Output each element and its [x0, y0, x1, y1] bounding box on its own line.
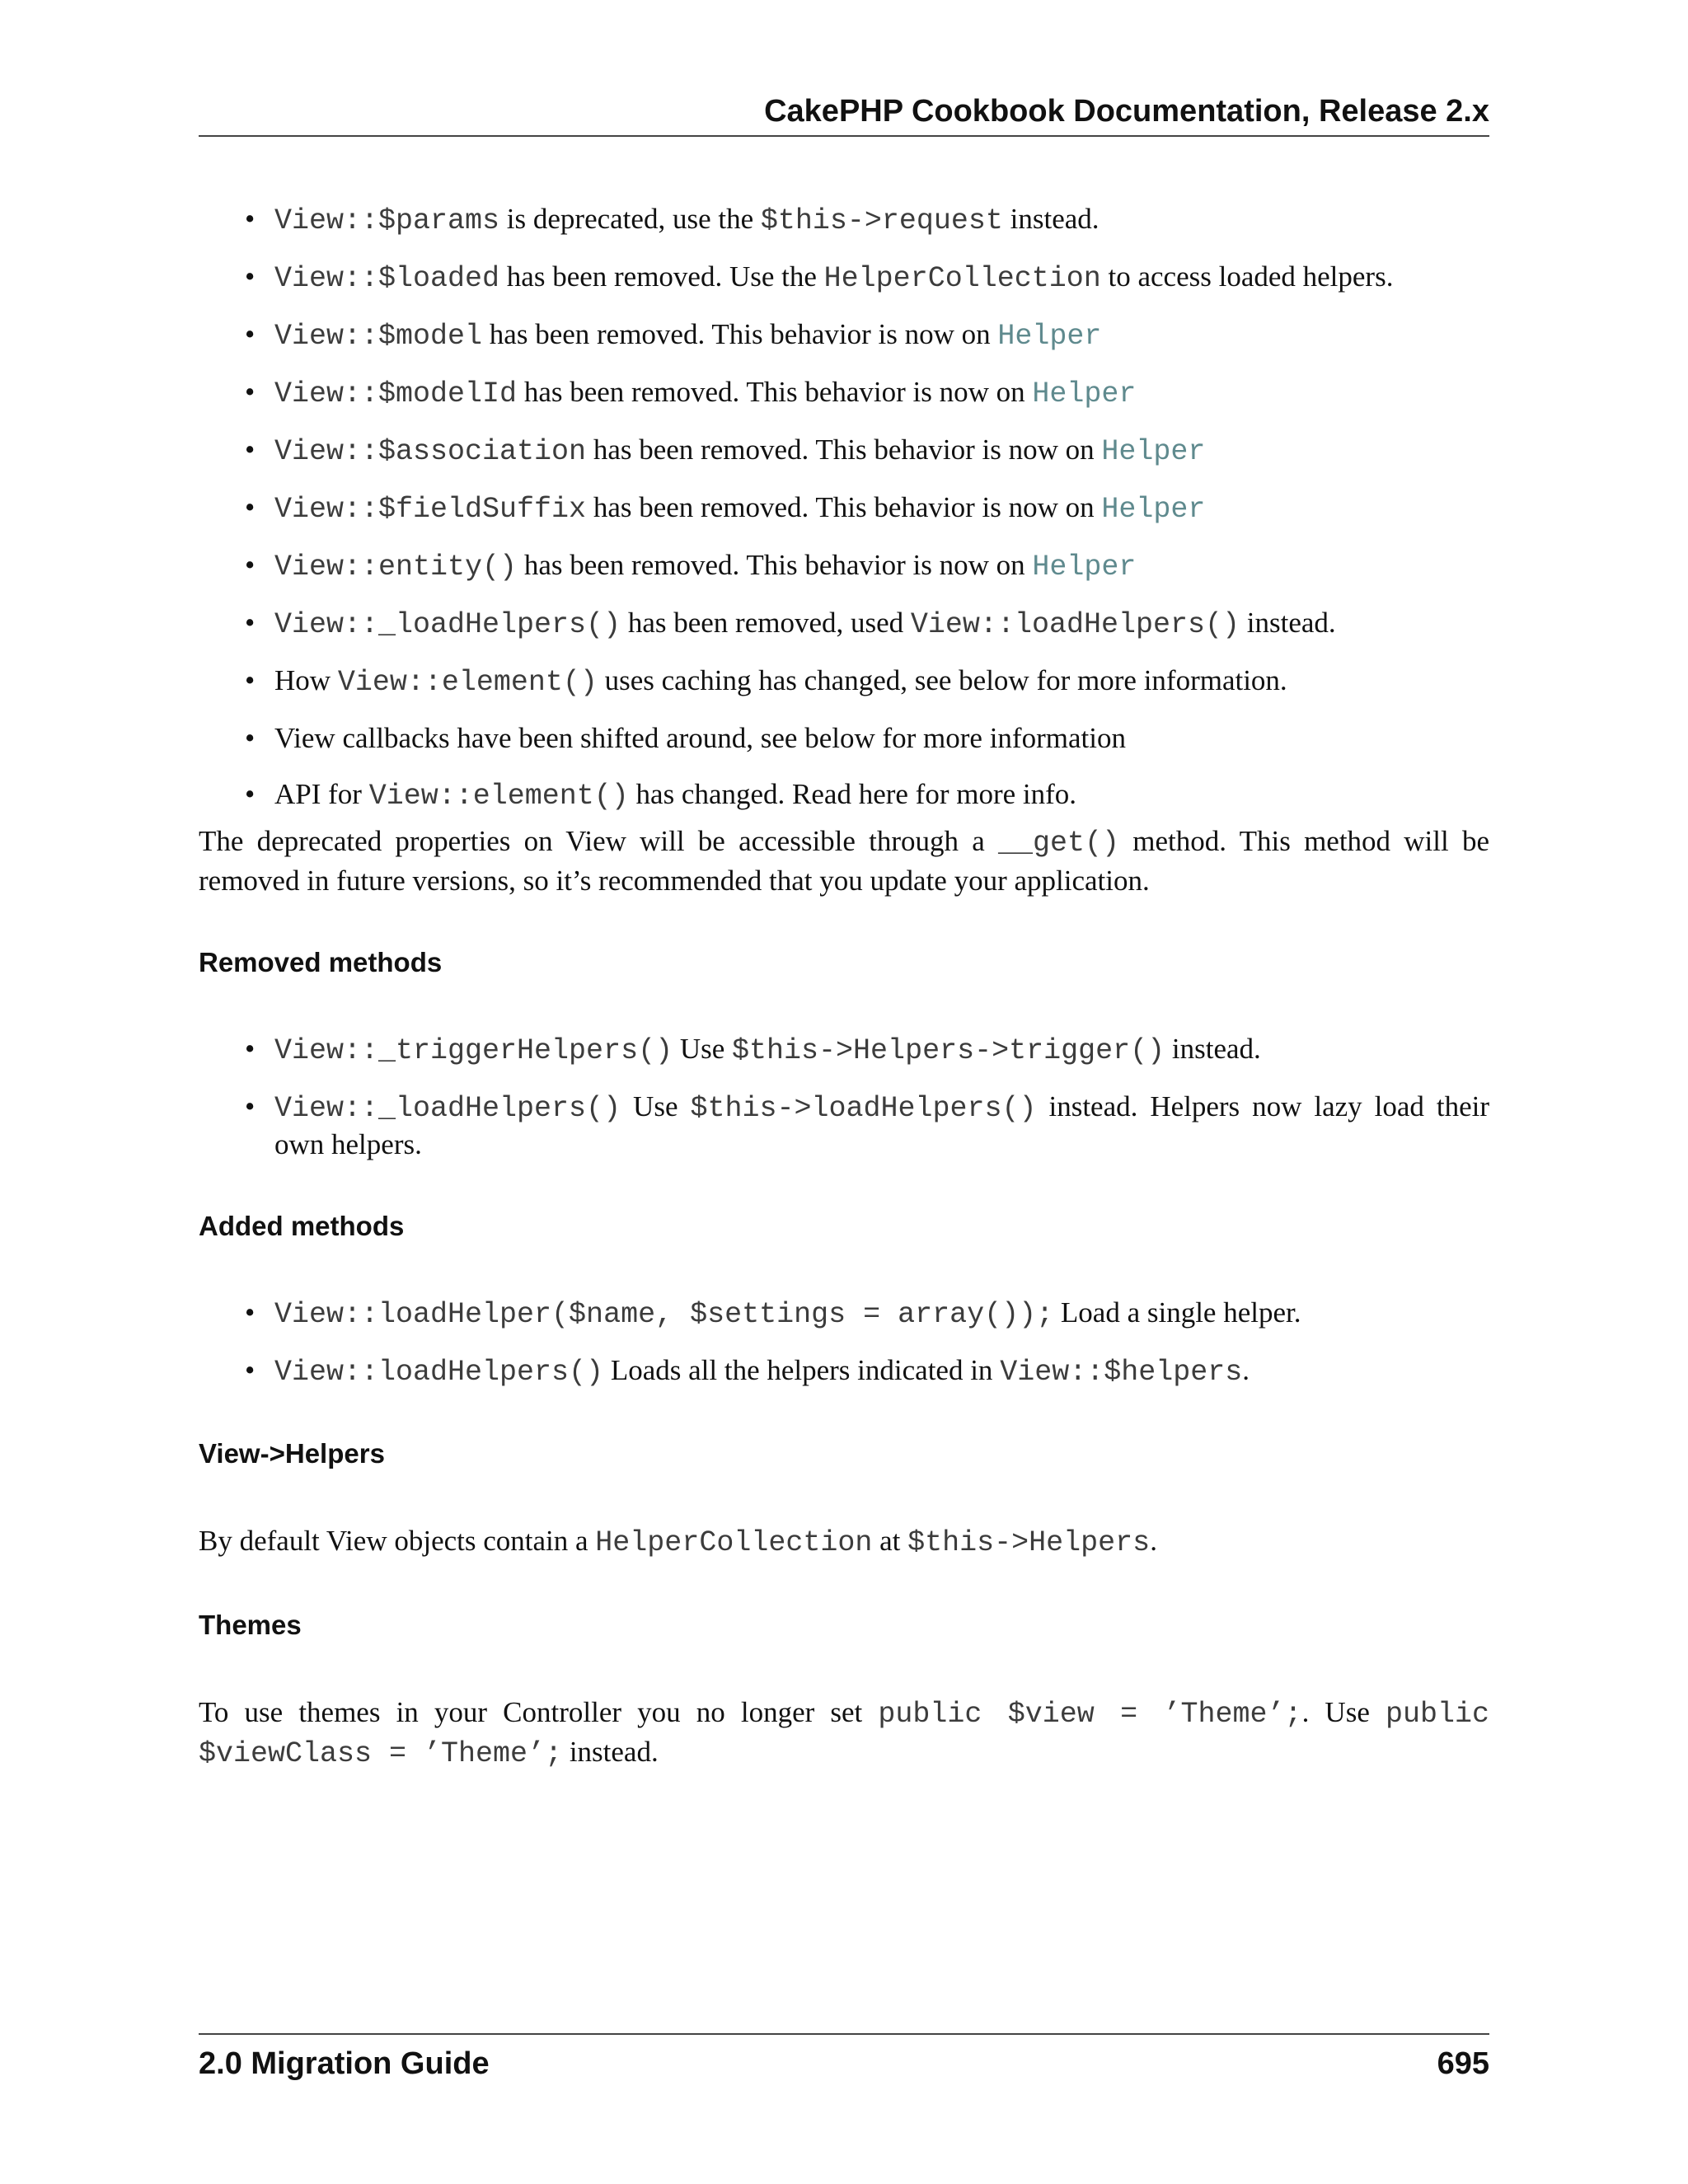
- list-item: • View::_loadHelpers() has been removed, used View::loadHelpers() instead.: [199, 605, 1489, 643]
- helper-link[interactable]: Helper: [1032, 377, 1137, 410]
- page-header: [199, 91, 1489, 137]
- added-methods-list: [199, 1295, 1489, 1390]
- list-item: • View::$params is deprecated, use the $this->request instead.: [199, 201, 1489, 239]
- helper-link[interactable]: Helper: [997, 320, 1102, 353]
- list-item: • View callbacks have been shifted around, see below for more information: [199, 720, 1489, 757]
- page-footer: [199, 2033, 1489, 2081]
- section-heading-themes: Themes: [199, 1610, 302, 1640]
- section-heading-added-methods: Added methods: [199, 1211, 405, 1241]
- helper-link[interactable]: Helper: [1032, 551, 1137, 583]
- section-heading-view-helpers: View->Helpers: [199, 1438, 385, 1469]
- list-item: • View::$association has been removed. This behavior is now on Helper: [199, 432, 1489, 470]
- page-number: 695: [1437, 2046, 1489, 2081]
- footer-chapter-title: 2.0 Migration Guide: [199, 2046, 490, 2081]
- list-item: • View::$fieldSuffix has been removed. This behavior is now on Helper: [199, 490, 1489, 527]
- deprecation-list: [199, 201, 1489, 814]
- list-item: • View::_loadHelpers() Use $this->loadHelpers() instead. Helpers now lazy load their own helpers.: [199, 1089, 1489, 1163]
- removed-methods-list: [199, 1031, 1489, 1163]
- helper-link[interactable]: Helper: [1101, 493, 1206, 526]
- list-item: • View::_triggerHelpers() Use $this->Helpers->trigger() instead.: [199, 1031, 1489, 1069]
- deprecation-note: The deprecated properties on View will be accessible through a __get() method. This method will be removed in future versions, so it’s recommended that you update your application.: [199, 825, 1489, 897]
- helper-link[interactable]: Helper: [1101, 435, 1206, 468]
- list-item: • View::loadHelper($name, $settings = array()); Load a single helper.: [199, 1295, 1489, 1333]
- main-content: [199, 201, 1489, 1773]
- list-item: • API for View::element() has changed. Read here for more info.: [199, 776, 1489, 814]
- list-item: • View::$model has been removed. This behavior is now on Helper: [199, 316, 1489, 354]
- themes-paragraph: To use themes in your Controller you no longer set public $view = ’Theme’;. Use public $viewClass = ’Theme’; instead.: [199, 1696, 1489, 1770]
- list-item: • View::entity() has been removed. This behavior is now on Helper: [199, 547, 1489, 585]
- view-helpers-paragraph: By default View objects contain a HelperCollection at $this->Helpers.: [199, 1525, 1157, 1559]
- header-title: CakePHP Cookbook Documentation, Release 2.x: [764, 94, 1489, 129]
- section-heading-removed-methods: Removed methods: [199, 947, 443, 977]
- list-item: • How View::element() uses caching has changed, see below for more information.: [199, 663, 1489, 701]
- list-item: • View::loadHelpers() Loads all the helpers indicated in View::$helpers.: [199, 1352, 1489, 1390]
- list-item: • View::$loaded has been removed. Use the HelperCollection to access loaded helpers.: [199, 259, 1489, 297]
- list-item: • View::$modelId has been removed. This behavior is now on Helper: [199, 374, 1489, 412]
